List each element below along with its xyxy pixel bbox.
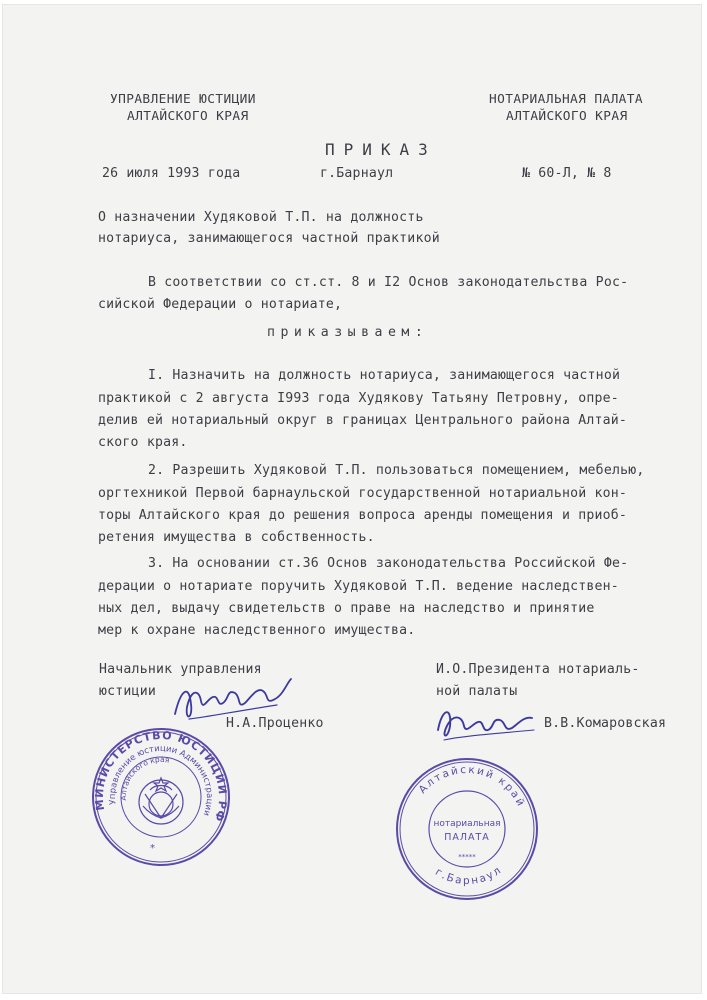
preamble-line-2: сийской Федерации о нотариате, <box>98 297 343 312</box>
coat-of-arms-icon <box>139 778 183 824</box>
item-2-line-2: оргтехникой Первой барнаульской государственной нотариальной кон- <box>98 486 628 501</box>
left-signer-name: Н.А.Проценко <box>226 716 324 731</box>
right-handwritten-signature <box>432 700 542 750</box>
right-signer-name: В.В.Комаровская <box>544 716 667 731</box>
item-2-line-1: 2. Разрешить Худяковой Т.П. пользоваться помещением, мебелью, <box>148 463 645 478</box>
item-1-line-1: I. Назначить на должность нотариуса, занимающегося частной <box>148 368 621 383</box>
svg-text:*****: ***** <box>458 853 476 861</box>
svg-text:*: * <box>150 843 155 854</box>
item-3-line-3: ных дел, выдачу свидетельств о праве на наследство и принятие <box>98 601 595 616</box>
notary-chamber-stamp <box>394 756 540 902</box>
left-stamp-inner-text: Алтайского края <box>118 754 171 801</box>
order-word: приказываем: <box>267 325 429 340</box>
item-3-line-1: 3. На основании ст.36 Основ законодательства Российской Фе- <box>148 556 629 571</box>
header-left-line2: АЛТАЙСКОГО КРАЯ <box>127 109 249 124</box>
right-signer-title-1: И.О.Президента нотариаль- <box>436 662 640 677</box>
header-right-line1: НОТАРИАЛЬНАЯ ПАЛАТА <box>489 92 643 107</box>
document-city: г.Барнаул <box>320 166 394 181</box>
item-1-line-3: делив ей нотариальный округ в границах Центрального района Алтай- <box>98 413 628 428</box>
ministry-justice-stamp <box>90 726 232 868</box>
right-stamp-center-line-1: нотариальная <box>433 819 501 829</box>
left-signer-title-2: юстиции <box>99 684 156 699</box>
right-signer-title-2: ной палаты <box>436 684 518 699</box>
subject-line-2: нотариуса, занимающегося частной практикой <box>98 231 440 246</box>
preamble-line-1: В соответствии со ст.ст. 8 и I2 Основ законодательства Рос- <box>148 275 629 290</box>
document-title: ПРИКАЗ <box>325 140 437 159</box>
item-1-line-2: практикой с 2 августа I993 года Худякову Татьяну Петровну, опре- <box>98 391 619 406</box>
right-stamp-outer-top-text: Алтайский край <box>416 763 528 810</box>
right-stamp-outer-bottom-text: г.Барнаул <box>433 863 505 888</box>
item-2-line-4: ретения имущества в собственность. <box>98 530 375 545</box>
left-stamp-outer-text: МИНИСТЕРСТВО ЮСТИЦИИ РФ <box>92 728 230 824</box>
item-3-line-4: мер к охране наследственного имущества. <box>98 623 416 638</box>
item-2-line-3: торы Алтайского края до решения вопроса аренды помещения и приоб- <box>98 508 628 523</box>
item-3-line-2: дерации о нотариате поручить Худяковой Т.П. ведение наследствен- <box>98 579 619 594</box>
header-left-line1: УПРАВЛЕНИЕ ЮСТИЦИИ <box>110 92 256 107</box>
left-signer-title-1: Начальник управления <box>99 662 262 677</box>
header-right-line2: АЛТАЙСКОГО КРАЯ <box>506 109 628 124</box>
document-sheet <box>2 4 702 994</box>
left-stamp-middle-text: Управление юстиции Администрации <box>107 743 215 818</box>
item-1-line-4: ского края. <box>98 435 188 450</box>
document-date: 26 июля 1993 года <box>102 166 241 181</box>
document-number: № 60-Л, № 8 <box>522 166 612 181</box>
left-handwritten-signature <box>167 669 297 729</box>
subject-line-1: О назначении Худяковой Т.П. на должность <box>98 210 424 225</box>
right-stamp-center-line-2: ПАЛАТА <box>444 832 490 843</box>
